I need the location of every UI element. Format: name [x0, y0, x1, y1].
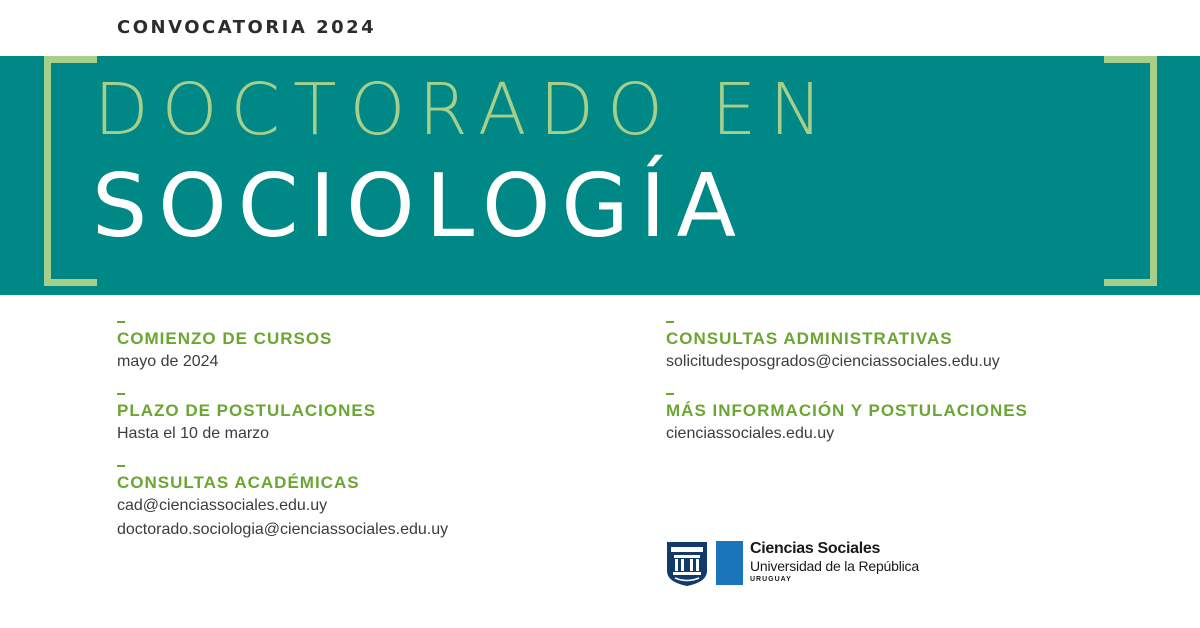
- info-block-academic-contacts: [117, 465, 448, 542]
- info-block-course-start: [117, 321, 332, 374]
- info-heading: CONSULTAS ACADÉMICAS: [117, 473, 360, 492]
- email-link[interactable]: cad@cienciassociales.edu.uy: [117, 497, 328, 514]
- info-value: mayo de 2024: [117, 353, 219, 370]
- right-bracket: [1104, 56, 1157, 286]
- dash-marker: [666, 321, 674, 323]
- info-heading: COMIENZO DE CURSOS: [117, 329, 333, 348]
- info-heading: CONSULTAS ADMINISTRATIVAS: [666, 329, 953, 348]
- info-block-more-info: [666, 393, 1028, 446]
- university-crest-icon: [666, 541, 708, 587]
- faculty-logo: [750, 539, 919, 585]
- info-block-deadline: [117, 393, 376, 446]
- email-link[interactable]: doctorado.sociologia@cienciassociales.edu.uy: [117, 521, 449, 538]
- info-block-admin-contacts: [666, 321, 1000, 374]
- info-heading: MÁS INFORMACIÓN Y POSTULACIONES: [666, 401, 1028, 420]
- logo-institution: Universidad de la República: [750, 558, 919, 574]
- left-bracket: [44, 56, 97, 286]
- dash-marker: [117, 321, 125, 323]
- title-line-2: SOCIOLOGÍA: [92, 155, 748, 257]
- dash-marker: [117, 465, 125, 467]
- call-label: CONVOCATORIA 2024: [117, 17, 377, 38]
- email-link[interactable]: solicitudesposgrados@cienciassociales.edu.uy: [666, 353, 1000, 370]
- info-heading: PLAZO DE POSTULACIONES: [117, 401, 377, 420]
- logo-blue-bar: [716, 541, 743, 585]
- dash-marker: [666, 393, 674, 395]
- logo-country: URUGUAY: [750, 576, 792, 583]
- website-link[interactable]: cienciassociales.edu.uy: [666, 425, 835, 442]
- dash-marker: [117, 393, 125, 395]
- title-line-1: DOCTORADO EN: [94, 68, 836, 151]
- logo-name: Ciencias Sociales: [750, 540, 881, 557]
- info-value: Hasta el 10 de marzo: [117, 425, 270, 442]
